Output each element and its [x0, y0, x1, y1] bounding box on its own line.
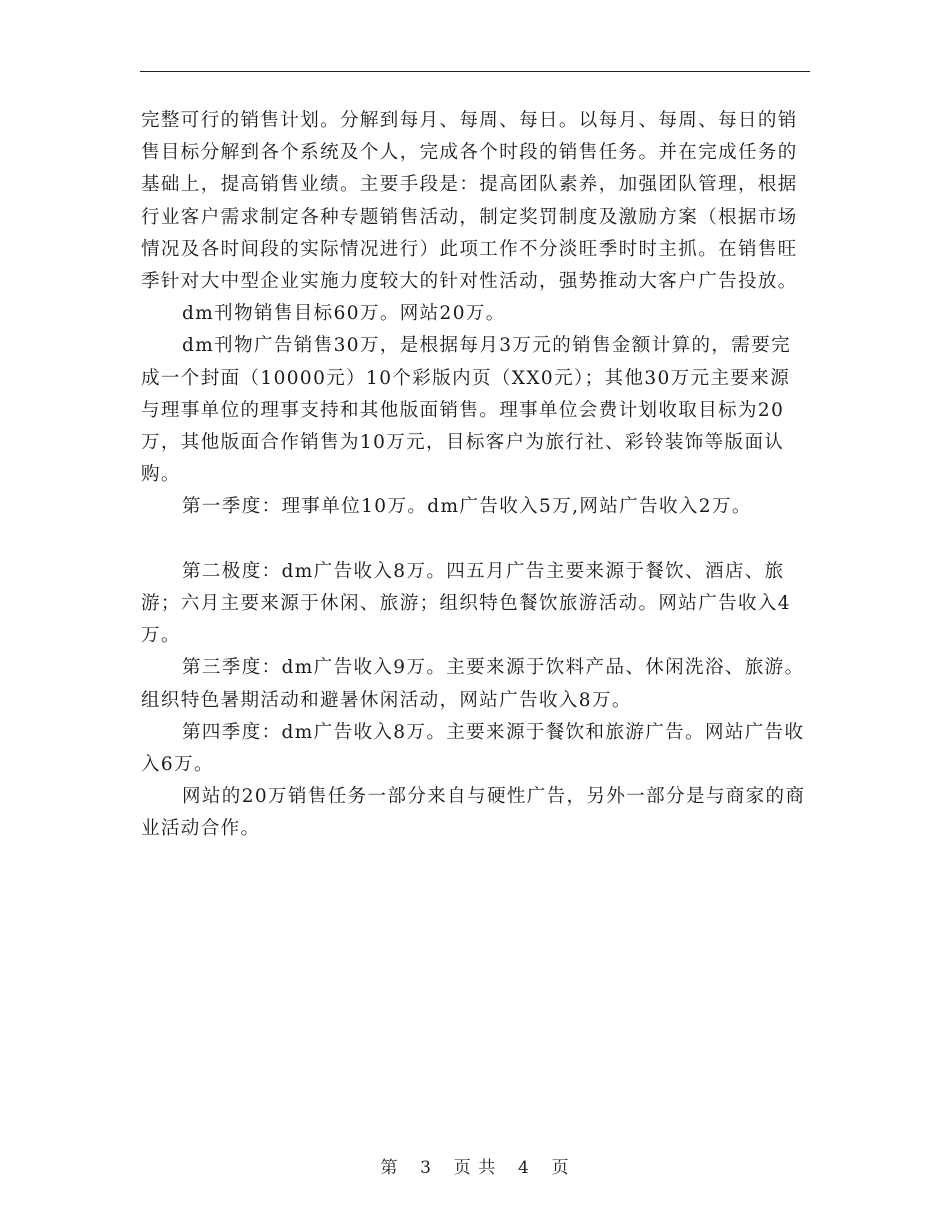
- paragraph-q1: 第一季度：理事单位10万。dm广告收入5万,网站广告收入2万。: [182, 496, 752, 518]
- paragraph-q2: 第二极度：dm广告收入8万。四五月广告主要来源于餐饮、酒店、旅游；六月主要来源于休闲、旅游；组织特色餐饮旅游活动。网站广告收入4万。: [141, 560, 791, 647]
- paragraph-sales-target: dm刊物销售目标60万。网站20万。: [182, 303, 506, 325]
- paragraph-q3: 第三季度：dm广告收入9万。主要来源于饮料产品、休闲洗浴、旅游。组织特色暑期活动和避暑休闲活动，网站广告收入8万。: [141, 657, 805, 711]
- document-body: [141, 105, 809, 846]
- paragraph-dm-ad-sales: dm刊物广告销售30万，是根据每月3万元的销售金额计算的，需要完成一个封面（10000元）10个彩版内页（XX0元）；其他30万元主要来源与理事单位的理事支持和其他版面销售。理事单位会费计划收取目标为20万，其他版面合作销售为10万元，目标客户为旅行社、彩铃装饰等版面认购。: [141, 335, 791, 486]
- footer-suffix: 页: [551, 1158, 570, 1178]
- blank-line: [141, 524, 809, 556]
- paragraph-q4: 第四季度：dm广告收入8万。主要来源于餐饮和旅游广告。网站广告收入6万。: [141, 721, 805, 776]
- header-rule: [140, 71, 810, 72]
- footer-total-pages: 4: [518, 1158, 530, 1178]
- paragraph-sales-plan: 完整可行的销售计划。分解到每月、每周、每日。以每月、每周、每日的销售目标分解到各个系统及个人，完成各个时段的销售任务。并在完成任务的基础上，提高销售业绩。主要手段是：提高团队素养，加强团队管理，根据行业客户需求制定各种专题销售活动，制定奖罚制度及激励方案（根据市场情况及各时间段的实际情况进行）此项工作不分淡旺季时时主抓。在销售旺季针对大中型企业实施力度较大的针对性活动，强势推动大客户广告投放。: [141, 110, 798, 293]
- footer-middle: 页 共: [453, 1158, 497, 1178]
- page-footer: [0, 1153, 950, 1178]
- footer-page-number: 3: [420, 1158, 432, 1178]
- footer-prefix: 第: [380, 1158, 399, 1178]
- paragraph-website-target: 网站的20万销售任务一部分来自与硬性广告，另外一部分是与商家的商业活动合作。: [141, 786, 806, 840]
